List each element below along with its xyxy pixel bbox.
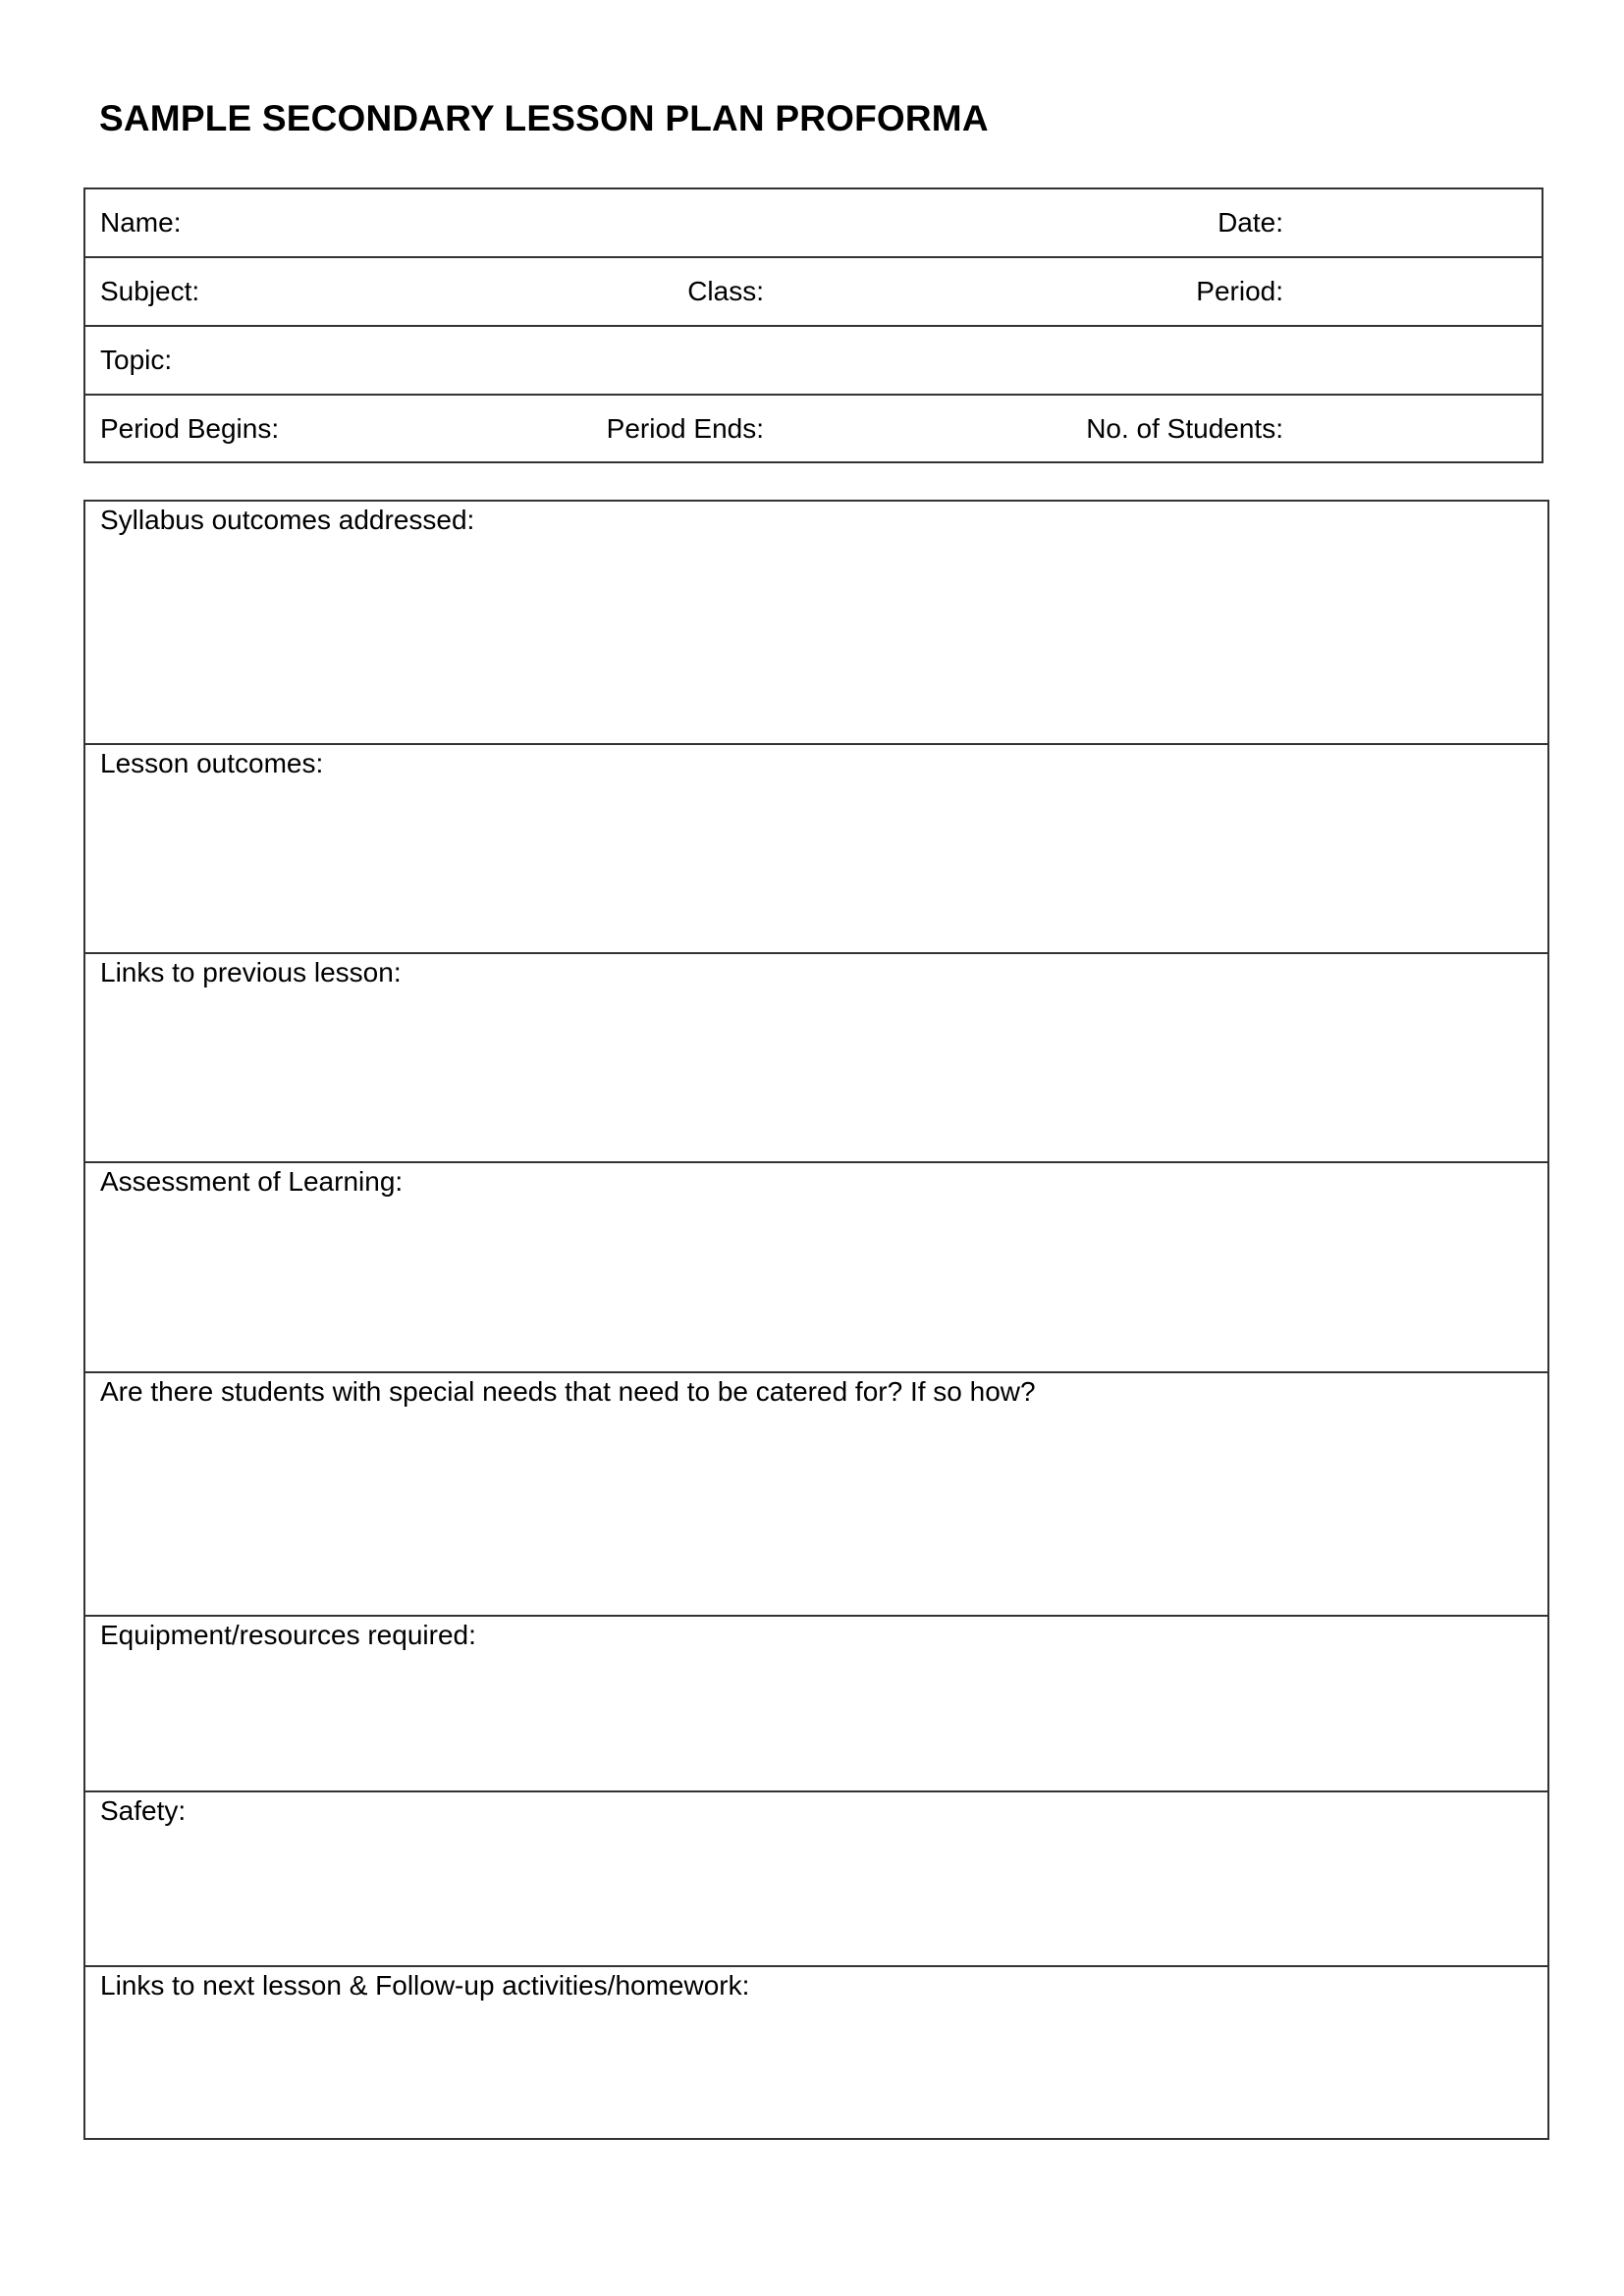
section-assessment-of-learning[interactable] xyxy=(85,1163,1547,1373)
section-links-previous-lesson[interactable] xyxy=(85,954,1547,1163)
class-label: Class: xyxy=(687,276,764,306)
section-equipment-resources[interactable] xyxy=(85,1617,1547,1792)
section-label: Are there students with special needs that need to be catered for? If so how? xyxy=(100,1376,1036,1407)
lesson-plan-sections-table xyxy=(83,500,1549,2140)
section-label: Lesson outcomes: xyxy=(100,748,324,778)
subject-class-period-field[interactable] xyxy=(85,258,1542,325)
row-period-times-students xyxy=(85,396,1542,461)
section-label: Links to next lesson & Follow-up activities/homework: xyxy=(100,1970,750,2001)
date-label: Date: xyxy=(1218,207,1283,238)
topic-label: Topic: xyxy=(100,345,173,375)
row-name-date xyxy=(85,189,1542,258)
section-lesson-outcomes[interactable] xyxy=(85,745,1547,954)
section-label: Syllabus outcomes addressed: xyxy=(100,505,475,535)
no-of-students-label: No. of Students: xyxy=(1086,413,1283,444)
section-safety[interactable] xyxy=(85,1792,1547,1967)
period-ends-label: Period Ends: xyxy=(606,413,764,444)
section-label: Assessment of Learning: xyxy=(100,1166,404,1197)
section-label: Links to previous lesson: xyxy=(100,957,402,988)
section-label: Equipment/resources required: xyxy=(100,1620,476,1650)
topic-field[interactable] xyxy=(85,327,1542,394)
name-label: Name: xyxy=(100,207,182,238)
period-label: Period: xyxy=(1196,276,1283,306)
section-special-needs[interactable] xyxy=(85,1373,1547,1617)
row-subject-class-period xyxy=(85,258,1542,327)
period-times-students-field[interactable] xyxy=(85,396,1542,461)
period-begins-label: Period Begins: xyxy=(100,413,280,444)
page-title: SAMPLE SECONDARY LESSON PLAN PROFORMA xyxy=(99,98,989,138)
row-topic xyxy=(85,327,1542,396)
lesson-details-table xyxy=(83,187,1543,463)
name-date-field[interactable] xyxy=(85,189,1542,256)
subject-label: Subject: xyxy=(100,276,200,306)
section-links-next-lesson[interactable] xyxy=(85,1967,1547,2138)
section-label: Safety: xyxy=(100,1795,187,1826)
section-syllabus-outcomes[interactable] xyxy=(85,502,1547,745)
